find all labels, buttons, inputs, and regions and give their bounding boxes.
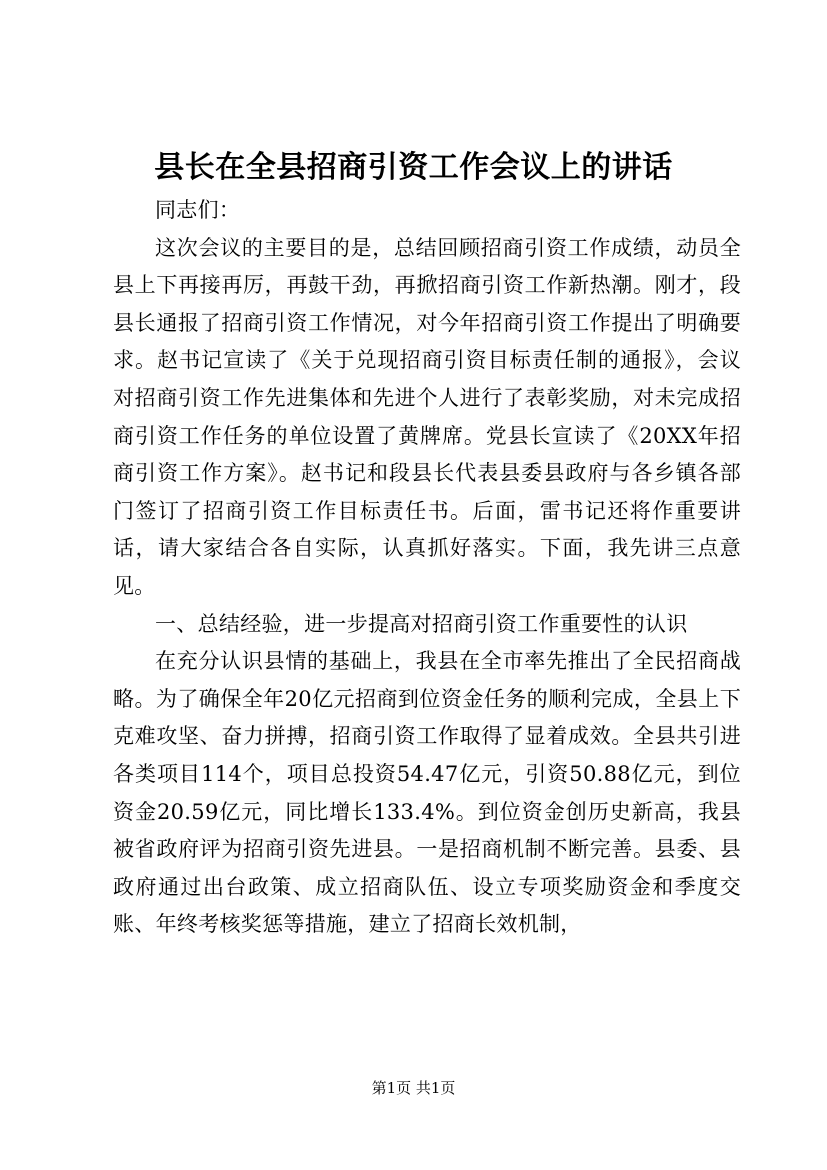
body-paragraph: 在充分认识县情的基础上，我县在全市率先推出了全民招商战略。为了确保全年20亿元招商到位资金任务的顺利完成，全县上下克难攻坚、奋力拼搏，招商引资工作取得了显着成效。全县共引进各类项目114个，项目总投资54.47亿元，引资50.88亿元，到位资金20.59亿元，同比增长133.4%。到位资金创历史新高，我县被省政府评为招商引资先进县。一是招商机制不断完善。县委、县政府通过出台政策、成立招商队伍、设立专项奖励资金和季度交账、年终考核奖惩等措施，建立了招商长效机制， (113, 649, 741, 937)
page-footer: 第1页 共1页 (371, 1079, 456, 1097)
section-heading: 一、总结经验，进一步提高对招商引资工作重要性的认识 (155, 611, 688, 636)
document-title: 县长在全县招商引资工作会议上的讲话 (154, 150, 673, 185)
document-body (113, 192, 741, 944)
salutation-paragraph: 同志们： (155, 198, 241, 222)
intro-paragraph: 这次会议的主要目的是，总结回顾招商引资工作成绩，动员全县上下再接再厉，再鼓干劲，再掀招商引资工作新热潮。刚才，段县长通报了招商引资工作情况，对今年招商引资工作提出了明确要求。赵书记宣读了《关于兑现招商引资目标责任制的通报》，会议对招商引资工作先进集体和先进个人进行了表彰奖励，对未完成招商引资工作任务的单位设置了黄牌席。党县长宣读了《20XX年招商引资工作方案》。赵书记和段县长代表县委县政府与各乡镇各部门签订了招商引资工作目标责任书。后面，雷书记还将作重要讲话，请大家结合各自实际，认真抓好落实。下面，我先讲三点意见。 (113, 235, 741, 598)
